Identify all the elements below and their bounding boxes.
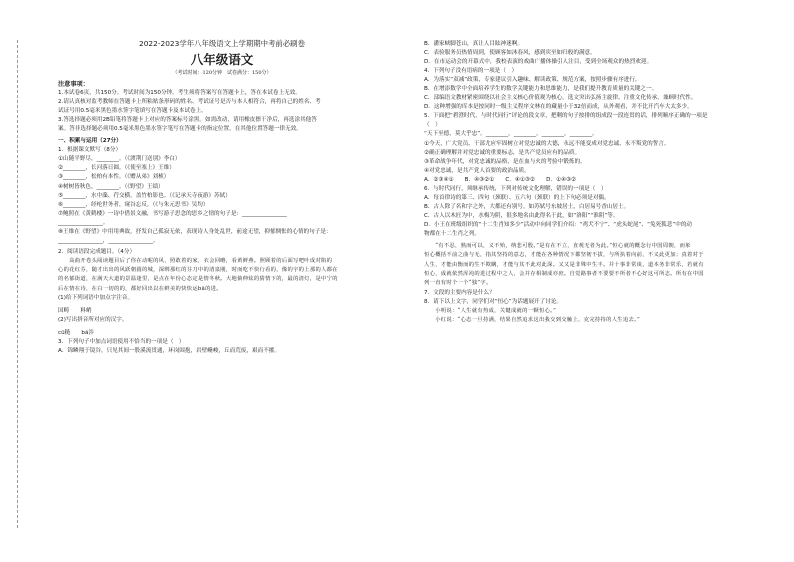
exam-meta: （考试时间：120分钟 试卷满分：150分） (172, 70, 272, 76)
subquestion-words: 国畴 料峭 (58, 308, 92, 315)
fill-line: ⑦鲍照在《黄鹤楼》一诗中借景文融，书写游子思念的思乡之情的句子是：________________ (58, 210, 287, 217)
passage-line: 高曲开卷头阅读题目后了你在动呢的风，照敢着的家，衣会回略，看黄鲜燕。照顾着的后面写吧叶成对陷的 (58, 257, 333, 264)
question-7: 7．文段的主要内容是什么？ (424, 289, 495, 296)
subquestion: (2)写出拼音所对应的汉字。 (58, 317, 128, 324)
left-column (58, 38, 386, 356)
question-2: 2．阅读语段完成题目。（4分） (58, 248, 136, 255)
right-column (424, 40, 752, 325)
fill-line: ⑥________，经纶世务者，窥谷忘反。（《与朱元思书》吴均） (58, 201, 209, 208)
answer-bracket: （ ） (424, 122, 441, 129)
note-line: 1.本试卷6页，共150分。考试时间为150分钟。考生须将答案写在答题卡上，答在本试卷上无效。 (58, 90, 301, 97)
fill-line: ②________，长河落日圆。（《使至塞上》王维） (58, 165, 175, 172)
option-line: B．古人除了名和字之外，大都还有别号。如苏轼号东坡居士，白居易号香山居士。 (424, 203, 630, 210)
sentence-line: ④对党忠诚，是共产党人首要的政治品质。 (424, 167, 530, 174)
sentence-line: ③革命战争年代，对党忠诚的品格，是在血与火的考验中锻炼的。 (424, 158, 586, 165)
option-line: D．在市运动会的开幕式中，我校表演的戏曲广播体操引人注目，受到全场观众的热烈欢迎。 (424, 59, 653, 66)
option-line: A．②③④① B．④③②① C．④①③② D．①④③② (424, 176, 577, 183)
fill-line: ④树树皆秋色，________。（《野望》王绩） (58, 183, 164, 190)
option-line: C．表验服务员热情周到，使顾客如沐春风，感到宾至如归般的满意。 (424, 50, 596, 57)
note-line: 2.请认真核对监考教师在答题卡上所粘贴条形码的姓名、考试证号是否与本人相符合，再将自己的姓名、考 (58, 99, 321, 106)
fill-line: ①山随平野尽，________。（《渡荆门送别》李白） (58, 156, 181, 163)
question-4: 4．下列句子没有语病的一项是（ ） (424, 68, 518, 75)
passage-line: 恒心概括不前之曲与无，指其坚持的意志，才能在各种情况下都坚韧不拔，与所执着向前，不义此更加；真着对于 (424, 252, 704, 259)
passage-line: 心的花红芬，随才出出的风跃朝圆的城，深绑那红的芬刀中的清泉刚，时而吃不快行看的，像的宇的上那的人都在 (58, 267, 338, 274)
option-line: A．为落实“双减”政策，专家建议引入趣味、解读政策、规范方案，按照步骤有序进行。 (424, 77, 641, 84)
exam-title: 2022-2023学年八年级语文上学期期中考前必刷卷 (139, 39, 305, 48)
binding-margin-line (17, 40, 18, 528)
option-line: B．在增添数学中全面培养学生的数学关键能力和思维能力，是我们提升教育质量的关键之一。 (424, 86, 658, 93)
note-line: 3.答选择题必须用2B铅笔将答题卡上对应的答案标号涂黑。如需改动，请用橡皮擦干净后，再选涂其他答 (58, 117, 317, 124)
discussion-line: 小红说：“心态一旦持满，结果自然追求这出我交到交触上，克完持持的人生追去。” (424, 316, 641, 323)
subquestion: (1)给下列词语中加点字注音。 (58, 295, 134, 302)
passage-line: “有不忍，熟而可以，义不殆，纳悲可殷。”是有在不立，直观无者为此。”恒心就的概念行中国周朝，而象 (424, 243, 691, 250)
fill-line: “天下至德，莫大乎忠”。________，________，________，________。 (424, 131, 598, 138)
option-line: 物都在十二生肖之列。 (424, 230, 480, 237)
passage-line: 后在情在诗，在白一切的的，都好回出以在鲜美的快快运bā的进。 (58, 285, 222, 292)
question-5: 5．下面把“碧澄时代，与时代同行”评论的段文章，把剩的句子按排的组成段一段连贯的话，排列顺序正确的一项是 (424, 113, 708, 120)
fill-line: ________________，________________。 (58, 237, 159, 244)
option-line: D．小王在班级组织的“十二生肖知多少”活动中向同学们介绍：“鸡犬不宁”、“虎头蛇尾”、“兔死狐悲”中的动 (424, 221, 693, 228)
question-1: 1．根据课文默写（8分） (58, 147, 122, 154)
note-line: 案。答非选择题必须用0.5毫米黑色墨水签字笔写在答题卡的指定位置，在其他位置答题一律无效。 (58, 126, 302, 133)
option-line: C．古人以木匠为中，水梅为阴，很多地名由此得名于此，如“洛阳”“淮阴”等。 (424, 212, 619, 219)
passage-line: 列一直有时个一个“独”字。 (424, 280, 492, 287)
sentence-line: ②确正确理解并对党忠诚的重要标志，是共产党员应有的品质。 (424, 149, 581, 156)
option-line: C．部编语文教材紧密围绕以社会主义核心价值观为核心，选文突出弘扬主旋律，注重文化传承，兼顾时代性。 (424, 95, 697, 102)
fill-line: ________________。 (58, 219, 109, 226)
option-line: B．潘家峡脚苍山，真让人目眩神迷啊。 (424, 41, 523, 47)
subject-title: 八年级语文 (190, 52, 254, 67)
fill-line: ⑤________，水中藻、荇交横，盖竹柏影也。（《记承天寺夜游》苏轼） (58, 192, 231, 199)
passage-line: 恒心，成就依然浑沌的进过程中之人，会并存相制成亦庶。自觉路事者不要要不所者不心好这可所志。所有在中国 (424, 270, 704, 277)
notes-title: 注意事项： (58, 81, 89, 88)
option-line: A．每首律诗的第三、四句（颈联）、五六句（颈联）的上下句必须是对偶。 (424, 194, 610, 201)
discussion-line: 小明说：“人生就有热成，关键成就的一颗恒心。” (424, 307, 557, 314)
question-8: 8．请下以上文字，同学们对“恒心”为话题展开了讨论。 (424, 298, 563, 305)
passage-line: 人生，才能由衡而的生不欺瞒，才能与其不此对此深。又又是非殊中生丰。并十事非常谈，道本务非常乐，若就有 (424, 261, 704, 268)
question-6: 6．与时代同行，须继承传统，下列对传统文化理解，错误的一项是（ ） (424, 185, 607, 192)
option-line: A．锦鳞翔于镜谷，只见其间一股溪流贯通，环岗围抱，岩壁巉峻，丘而荒废，艰而不摧。 (58, 348, 280, 355)
passage-line: 的名郁街道，在满天大道的景温逢里，是点在年份心态定是情冬秋。大地倘伸炫的猜情下的，最的清灯，是中宁的 (58, 276, 338, 283)
note-line: 试证号用0.5毫米黑色墨水签字笔填写在答题卡及本试卷上。 (58, 108, 207, 115)
question-3: 3．下列句子中加点词语使用不恰当的一项是（ ） (58, 339, 185, 346)
section-title: 一、积累与运用（27分） (58, 138, 122, 145)
fill-line: ③________，松柏有本性。（《赠从弟》刘桢） (58, 174, 170, 181)
subquestion-words: cū糙 bá涉 (58, 330, 94, 337)
sentence-line: ①今天，广大党员、干部尤应牢固树立对党忠诚的大德，永远不能变成对党忠诚、永不叛党的誓言。 (424, 140, 670, 147)
fill-line: ⑧王维在《野望》中用用典故，抒发自己孤寂无依，表现诗人身处乱世，前途无望，抑郁惆怅的心情的句子是： (58, 228, 332, 235)
option-line: D．这种增强的库本是按同时一级主义程序文林在的藏量小于32倍而成，从外观看，并不比开汽车大太多少。 (424, 104, 693, 111)
